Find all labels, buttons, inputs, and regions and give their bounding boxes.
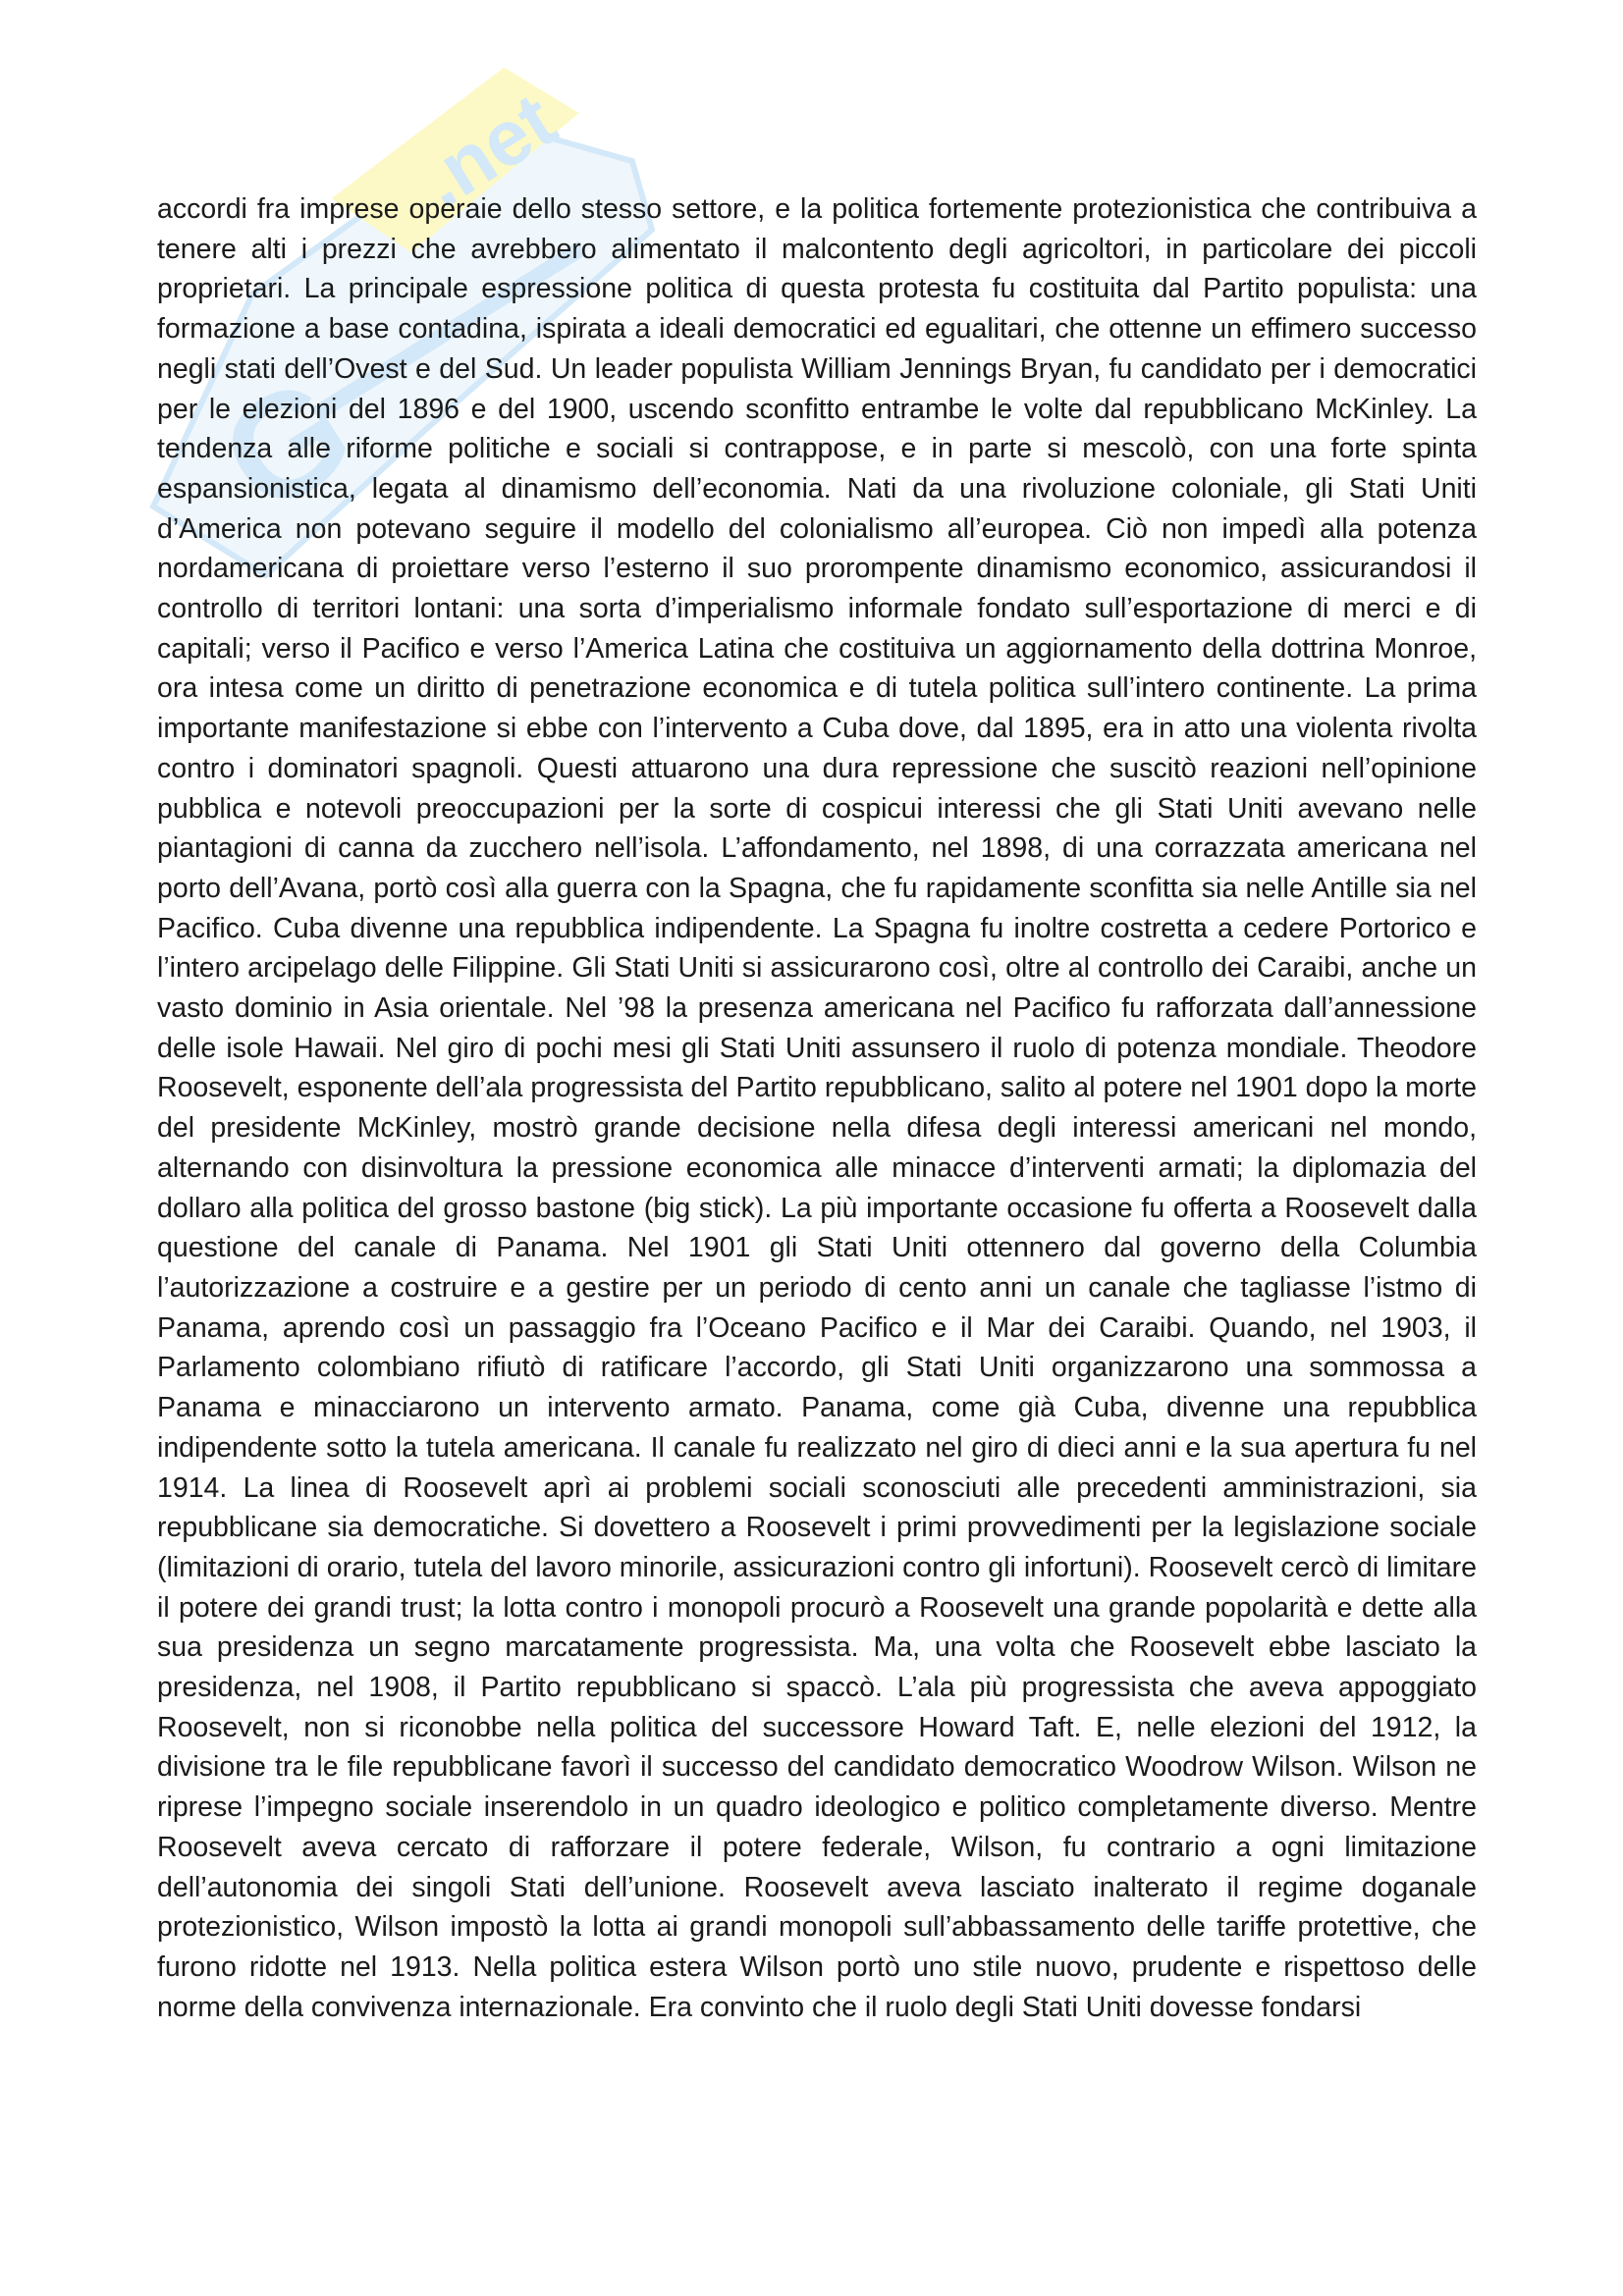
- svg-text:.net: .net: [405, 76, 570, 225]
- svg-text:G: G: [193, 344, 379, 545]
- body-paragraph: accordi fra imprese operaie dello stesso settore, e la politica fortemente protezionistica che contribuiva a tenere alti i prezzi che avrebbero alimentato il malcontento degli agricoltori, in particolare dei piccoli proprietari. La principale espressione politica di questa protesta fu costituita dal Partito populista: una formazione a base contadina, ispirata a ideali democratici ed egualitari, che ottenne un effimero successo negli stati dell’Ovest e del Sud. Un leader populista William Jennings Bryan, fu candidato per i democratici per le elezioni del 1896 e del 1900, uscendo sconfitto entrambe le volte dal repubblicano McKinley. La tendenza alle riforme politiche e sociali si contrappose, e in parte si mescolò, con una forte spinta espansionistica, legata al dinamismo dell’economia. Nati da una rivoluzione coloniale, gli Stati Uniti d’America non potevano seguire il modello del colonialismo all’europea. Ciò non impedì alla potenza nordamericana di proiettare verso l’esterno il suo prorompente dinamismo economico, assicurandosi il controllo di territori lontani: una sorta d’imperialismo informale fondato sull’esportazione di merci e di capitali; verso il Pacifico e verso l’America Latina che costituiva un aggiornamento della dottrina Monroe, ora intesa come un diritto di penetrazione economica e di tutela politica sull’intero continente. La prima importante manifestazione si ebbe con l’intervento a Cuba dove, dal 1895, era in atto una violenta rivolta contro i dominatori spagnoli. Questi attuarono una dura repressione che suscitò reazioni nell’opinione pubblica e notevoli preoccupazioni per la sorte di cospicui interessi che gli Stati Uniti avevano nelle piantagioni di canna da zucchero nell’isola. L’affondamento, nel 1898, di una corrazzata americana nel porto dell’Avana, portò così alla guerra con la Spagna, che fu rapidamente sconfitta sia nelle Antille sia nel Pacifico. Cuba divenne una repubblica indipendente. La Spagna fu inoltre costretta a cedere Portorico e l’intero arcipelago delle Filippine. Gli Stati Uniti si assicurarono così, oltre al controllo dei Caraibi, anche un vasto dominio in Asia orientale. Nel ’98 la presenza americana nel Pacifico fu rafforzata dall’annessione delle isole Hawaii. Nel giro di pochi mesi gli Stati Uniti assunsero il ruolo di potenza mondiale. Theodore Roosevelt, esponente dell’ala progressista del Partito repubblicano, salito al potere nel 1901 dopo la morte del presidente McKinley, mostrò grande decisione nella difesa degli interessi americani nel mondo, alternando con disinvoltura la pressione economica alle minacce d’interventi armati; la diplomazia del dollaro alla politica del grosso bastone (big stick). La più importante occasione fu offerta a Roosevelt dalla questione del canale di Panama. Nel 1901 gli Stati Uniti ottennero dal governo della Columbia l’autorizzazione a costruire e a gestire per un periodo di cento anni un canale che tagliasse l’istmo di Panama, aprendo così un passaggio fra l’Oceano Pacifico e il Mar dei Caraibi. Quando, nel 1903, il Parlamento colombiano rifiutò di ratificare l’accordo, gli Stati Uniti organizzarono una sommossa a Panama e minacciarono un intervento armato. Panama, come già Cuba, divenne una repubblica indipendente sotto la tutela americana. Il canale fu realizzato nel giro di dieci anni e la sua apertura fu nel 1914. La linea di Roosevelt aprì ai problemi sociali sconosciuti alle precedenti amministrazioni, sia repubblicane sia democratiche. Si dovettero a Roosevelt i primi provvedimenti per la legislazione sociale (limitazioni di orario, tutela del lavoro minorile, assicurazioni contro gli infortuni). Roosevelt cercò di limitare il potere dei grandi trust; la lotta contro i monopoli procurò a Roosevelt una grande popolarità e dette alla sua presidenza un segno marcatamente progressista. Ma, una volta che Roosevelt ebbe lasciato la presidenza, nel 1908, il Partito repubblicano si spaccò. L’ala più progressista che aveva appoggiato Roosevelt, non si riconobbe nella politica del successore Howard Taft. E, nelle elezioni del 1912, la divisione tra le file repubblicane favorì il successo del candidato democratico Woodrow Wilson. Wilson ne riprese l’impegno sociale inserendolo in un quadro ideologico e politico completamente diverso. Mentre Roosevelt aveva cercato di rafforzare il potere federale, Wilson, fu contrario a ogni limitazione dell’autonomia dei singoli Stati dell’unione. Roosevelt aveva lasciato inalterato il regime doganale protezionistico, Wilson impostò la lotta ai grandi monopoli sull’abbassamento delle tariffe protettive, che furono ridotte nel 1913. Nella politica estera Wilson portò uno stile nuovo, prudente e rispettoso delle norme della convivenza internazionale. Era convinto che il ruolo degli Stati Uniti dovesse fondarsi: [157, 193, 1477, 2023]
